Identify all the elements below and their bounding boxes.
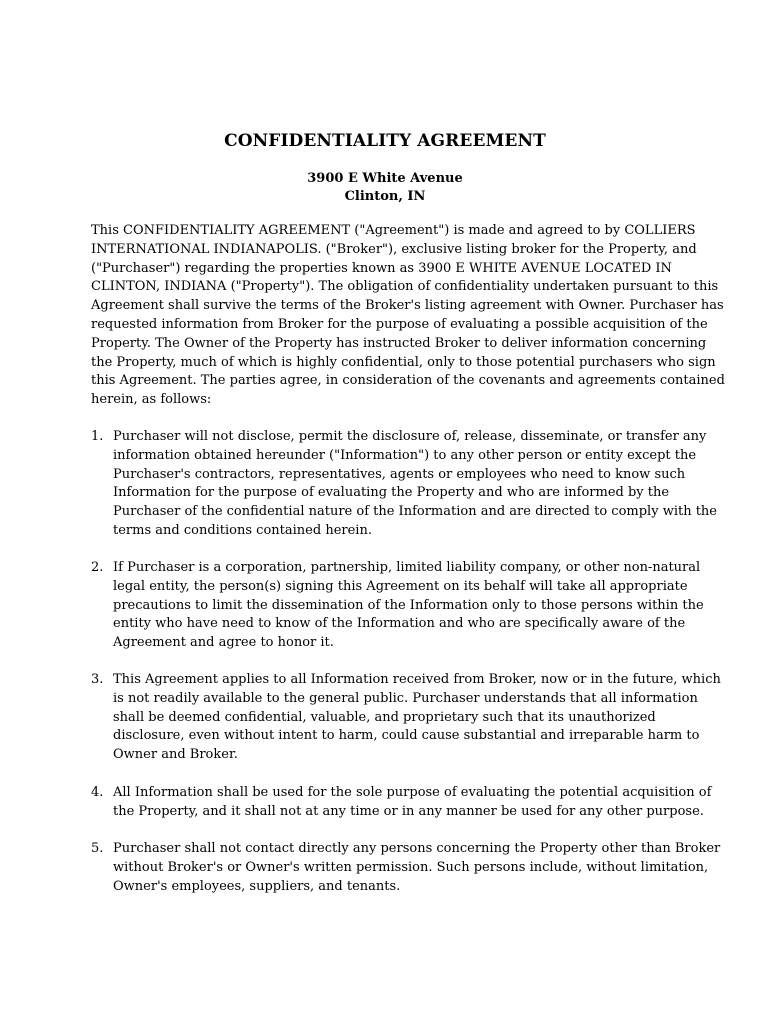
clause-number: 1. xyxy=(91,429,104,444)
intro-line: ("Purchaser") regarding the properties known as 3900 E WHITE AVENUE LOCATED IN xyxy=(91,260,672,276)
intro-line: herein, as follows: xyxy=(91,392,212,408)
clause-line: legal entity, the person(s) signing this Agreement on its behalf will take all appropriate xyxy=(113,578,688,594)
intro-line: CLINTON, INDIANA ("Property"). The obligation of confidentiality undertaken pursuant to this xyxy=(91,279,719,295)
intro-line: this Agreement. The parties agree, in consideration of the covenants and agreements contained xyxy=(91,373,725,389)
property-address-city: Clinton, IN xyxy=(344,189,426,204)
clause-line: without Broker's or Owner's written permission. Such persons include, without limitation, xyxy=(113,859,709,875)
clause-number: 3. xyxy=(91,672,104,687)
clause-line: Purchaser's contractors, representatives, agents or employees who need to know such xyxy=(113,466,686,482)
clause-line: Purchaser shall not contact directly any persons concerning the Property other than Broker xyxy=(113,841,721,856)
clause-line: Agreement and agree to honor it. xyxy=(113,635,334,651)
intro-paragraph xyxy=(91,222,725,410)
clause-number: 2. xyxy=(91,560,104,575)
clause-line: entity who have need to know of the Information and who are specifically aware of the xyxy=(113,616,686,632)
intro-line: This CONFIDENTIALITY AGREEMENT ("Agreement") is made and agreed to by COLLIERS xyxy=(91,223,696,238)
clause-text xyxy=(113,559,704,653)
clause-line: precautions to limit the dissemination of the Information only to those persons within the xyxy=(113,597,704,613)
clause-number: 5. xyxy=(91,841,104,856)
clause-line: disclosure, even without intent to harm, could cause substantial and irreparable harm to xyxy=(113,728,700,744)
property-address-street: 3900 E White Avenue xyxy=(307,171,463,186)
clause-line: terms and conditions contained herein. xyxy=(113,522,372,538)
clause-line: This Agreement applies to all Information received from Broker, now or in the future, which xyxy=(113,672,721,687)
clause-line: Purchaser will not disclose, permit the disclosure of, release, disseminate, or transfer any xyxy=(113,429,707,444)
intro-line: Property. The Owner of the Property has instructed Broker to deliver information concerning xyxy=(91,335,707,351)
clause-text xyxy=(113,671,721,765)
clause-line: If Purchaser is a corporation, partnership, limited liability company, or other non-natural xyxy=(113,560,701,575)
intro-line: requested information from Broker for the purpose of evaluating a possible acquisition of the xyxy=(91,316,708,332)
clause-text xyxy=(113,784,712,822)
clause-line: Purchaser of the confidential nature of the Information and are directed to comply with the xyxy=(113,504,717,520)
clause-line: the Property, and it shall not at any time or in any manner be used for any other purpose. xyxy=(113,803,704,819)
clause-line: Owner's employees, suppliers, and tenants. xyxy=(113,878,401,894)
document-title: CONFIDENTIALITY AGREEMENT xyxy=(224,131,546,151)
clause-line: shall be deemed confidential, valuable, and proprietary such that its unauthorized xyxy=(113,709,656,725)
intro-line: Agreement shall survive the terms of the Broker's listing agreement with Owner. Purchaser has xyxy=(91,298,724,314)
intro-line: INTERNATIONAL INDIANAPOLIS. ("Broker"), exclusive listing broker for the Property, and xyxy=(91,241,697,257)
clause-text xyxy=(113,840,721,896)
clause-number: 4. xyxy=(91,785,104,800)
clause-line: information obtained hereunder ("Information") to any other person or entity except the xyxy=(113,447,697,463)
clause-line: is not readily available to the general public. Purchaser understands that all information xyxy=(113,690,698,706)
clause-line: Information for the purpose of evaluating the Property and who are informed by the xyxy=(113,485,670,501)
clause-line: All Information shall be used for the sole purpose of evaluating the potential acquisition of xyxy=(113,785,712,800)
clause-text xyxy=(113,428,717,541)
clause-line: Owner and Broker. xyxy=(113,747,238,763)
intro-line: the Property, much of which is highly confidential, only to those potential purchasers who sign xyxy=(91,354,716,370)
